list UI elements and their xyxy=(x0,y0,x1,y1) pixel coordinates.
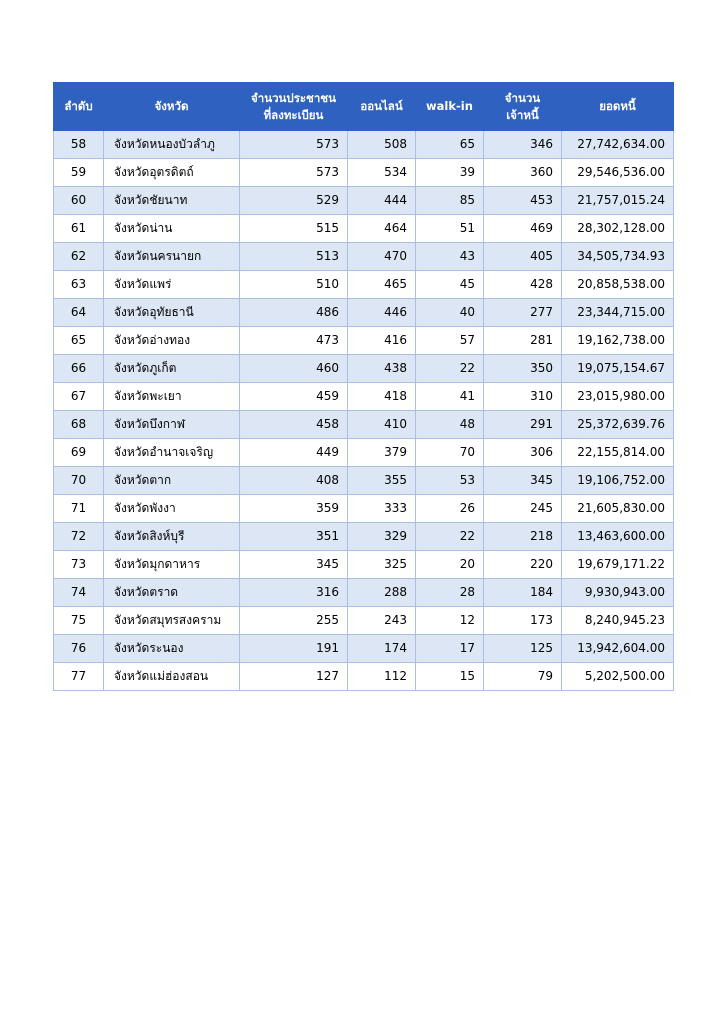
table-row xyxy=(54,383,674,411)
table-row xyxy=(54,299,674,327)
cell-walkin: 22 xyxy=(416,523,484,551)
cell-online: 112 xyxy=(348,663,416,691)
cell-walkin: 65 xyxy=(416,131,484,159)
cell-order: 73 xyxy=(54,551,104,579)
cell-creditors: 405 xyxy=(484,243,562,271)
cell-registered: 513 xyxy=(240,243,348,271)
cell-online: 416 xyxy=(348,327,416,355)
column-header-creditors-label: จำนวน xyxy=(504,91,541,105)
cell-debt: 5,202,500.00 xyxy=(562,663,674,691)
table-row xyxy=(54,271,674,299)
cell-province: จังหวัดสมุทรสงคราม xyxy=(104,607,240,635)
cell-walkin: 48 xyxy=(416,411,484,439)
column-header-province-label: จังหวัด xyxy=(154,99,189,114)
table-row xyxy=(54,495,674,523)
cell-province: จังหวัดอำนาจเจริญ xyxy=(104,439,240,467)
table-row xyxy=(54,467,674,495)
cell-order: 66 xyxy=(54,355,104,383)
cell-online: 534 xyxy=(348,159,416,187)
cell-debt: 22,155,814.00 xyxy=(562,439,674,467)
cell-debt: 21,605,830.00 xyxy=(562,495,674,523)
table-row xyxy=(54,635,674,663)
table-row xyxy=(54,131,674,159)
column-header-order xyxy=(54,83,104,131)
cell-debt: 19,075,154.67 xyxy=(562,355,674,383)
cell-order: 60 xyxy=(54,187,104,215)
cell-walkin: 17 xyxy=(416,635,484,663)
table-row xyxy=(54,159,674,187)
cell-online: 288 xyxy=(348,579,416,607)
cell-registered: 459 xyxy=(240,383,348,411)
cell-walkin: 39 xyxy=(416,159,484,187)
cell-registered: 573 xyxy=(240,131,348,159)
cell-order: 70 xyxy=(54,467,104,495)
cell-province: จังหวัดตราด xyxy=(104,579,240,607)
cell-registered: 573 xyxy=(240,159,348,187)
cell-creditors: 218 xyxy=(484,523,562,551)
cell-online: 418 xyxy=(348,383,416,411)
cell-order: 74 xyxy=(54,579,104,607)
cell-province: จังหวัดหนองบัวลำภู xyxy=(104,131,240,159)
table-row xyxy=(54,439,674,467)
cell-province: จังหวัดตาก xyxy=(104,467,240,495)
column-header-order-label: ลำดับ xyxy=(64,99,93,114)
cell-registered: 510 xyxy=(240,271,348,299)
cell-registered: 449 xyxy=(240,439,348,467)
cell-registered: 458 xyxy=(240,411,348,439)
cell-debt: 20,858,538.00 xyxy=(562,271,674,299)
cell-online: 325 xyxy=(348,551,416,579)
cell-order: 61 xyxy=(54,215,104,243)
cell-creditors: 291 xyxy=(484,411,562,439)
cell-creditors: 306 xyxy=(484,439,562,467)
cell-online: 508 xyxy=(348,131,416,159)
cell-province: จังหวัดพะเยา xyxy=(104,383,240,411)
table-row xyxy=(54,551,674,579)
cell-creditors: 350 xyxy=(484,355,562,383)
table-row xyxy=(54,187,674,215)
column-header-province xyxy=(104,83,240,131)
cell-walkin: 51 xyxy=(416,215,484,243)
cell-province: จังหวัดนครนายก xyxy=(104,243,240,271)
cell-online: 174 xyxy=(348,635,416,663)
cell-online: 410 xyxy=(348,411,416,439)
cell-debt: 8,240,945.23 xyxy=(562,607,674,635)
cell-creditors: 220 xyxy=(484,551,562,579)
cell-creditors: 346 xyxy=(484,131,562,159)
cell-debt: 23,344,715.00 xyxy=(562,299,674,327)
cell-online: 329 xyxy=(348,523,416,551)
cell-order: 77 xyxy=(54,663,104,691)
cell-creditors: 125 xyxy=(484,635,562,663)
cell-online: 438 xyxy=(348,355,416,383)
cell-debt: 9,930,943.00 xyxy=(562,579,674,607)
cell-walkin: 22 xyxy=(416,355,484,383)
cell-walkin: 15 xyxy=(416,663,484,691)
cell-debt: 34,505,734.93 xyxy=(562,243,674,271)
cell-walkin: 20 xyxy=(416,551,484,579)
cell-province: จังหวัดพังงา xyxy=(104,495,240,523)
cell-registered: 316 xyxy=(240,579,348,607)
cell-online: 470 xyxy=(348,243,416,271)
cell-debt: 21,757,015.24 xyxy=(562,187,674,215)
cell-registered: 191 xyxy=(240,635,348,663)
cell-online: 465 xyxy=(348,271,416,299)
cell-walkin: 53 xyxy=(416,467,484,495)
cell-province: จังหวัดระนอง xyxy=(104,635,240,663)
cell-order: 69 xyxy=(54,439,104,467)
cell-order: 75 xyxy=(54,607,104,635)
cell-province: จังหวัดอุตรดิตถ์ xyxy=(104,159,240,187)
cell-registered: 515 xyxy=(240,215,348,243)
cell-online: 243 xyxy=(348,607,416,635)
cell-debt: 25,372,639.76 xyxy=(562,411,674,439)
column-header-creditors-sublabel: เจ้าหนี้ xyxy=(506,107,539,122)
cell-registered: 255 xyxy=(240,607,348,635)
cell-order: 58 xyxy=(54,131,104,159)
cell-walkin: 28 xyxy=(416,579,484,607)
column-header-registered-label: จำนวนประชาชน xyxy=(251,91,336,105)
cell-registered: 460 xyxy=(240,355,348,383)
cell-debt: 19,106,752.00 xyxy=(562,467,674,495)
cell-walkin: 41 xyxy=(416,383,484,411)
cell-online: 333 xyxy=(348,495,416,523)
cell-province: จังหวัดแพร่ xyxy=(104,271,240,299)
cell-online: 464 xyxy=(348,215,416,243)
cell-province: จังหวัดชัยนาท xyxy=(104,187,240,215)
cell-order: 72 xyxy=(54,523,104,551)
cell-debt: 13,942,604.00 xyxy=(562,635,674,663)
cell-registered: 473 xyxy=(240,327,348,355)
cell-debt: 29,546,536.00 xyxy=(562,159,674,187)
province-debt-table-container xyxy=(53,82,673,691)
column-header-debt-label: ยอดหนี้ xyxy=(599,99,636,114)
cell-order: 65 xyxy=(54,327,104,355)
cell-debt: 13,463,600.00 xyxy=(562,523,674,551)
cell-province: จังหวัดภูเก็ต xyxy=(104,355,240,383)
table-header-row xyxy=(54,83,674,131)
cell-order: 76 xyxy=(54,635,104,663)
cell-online: 446 xyxy=(348,299,416,327)
cell-walkin: 57 xyxy=(416,327,484,355)
column-header-online-label: ออนไลน์ xyxy=(360,99,403,114)
cell-province: จังหวัดมุกดาหาร xyxy=(104,551,240,579)
cell-order: 63 xyxy=(54,271,104,299)
column-header-online xyxy=(348,83,416,131)
cell-debt: 19,679,171.22 xyxy=(562,551,674,579)
cell-province: จังหวัดอุทัยธานี xyxy=(104,299,240,327)
cell-walkin: 40 xyxy=(416,299,484,327)
cell-creditors: 453 xyxy=(484,187,562,215)
cell-creditors: 428 xyxy=(484,271,562,299)
cell-debt: 27,742,634.00 xyxy=(562,131,674,159)
cell-province: จังหวัดสิงห์บุรี xyxy=(104,523,240,551)
cell-walkin: 12 xyxy=(416,607,484,635)
cell-creditors: 184 xyxy=(484,579,562,607)
cell-order: 59 xyxy=(54,159,104,187)
cell-order: 62 xyxy=(54,243,104,271)
table-row xyxy=(54,411,674,439)
cell-creditors: 469 xyxy=(484,215,562,243)
cell-registered: 529 xyxy=(240,187,348,215)
table-row xyxy=(54,607,674,635)
table-row xyxy=(54,215,674,243)
cell-walkin: 45 xyxy=(416,271,484,299)
column-header-creditors xyxy=(484,83,562,131)
table-row xyxy=(54,327,674,355)
table-row xyxy=(54,355,674,383)
province-debt-table xyxy=(53,82,674,691)
table-row xyxy=(54,523,674,551)
cell-order: 64 xyxy=(54,299,104,327)
cell-registered: 359 xyxy=(240,495,348,523)
cell-creditors: 173 xyxy=(484,607,562,635)
cell-online: 379 xyxy=(348,439,416,467)
table-header xyxy=(54,83,674,131)
cell-province: จังหวัดอ่างทอง xyxy=(104,327,240,355)
column-header-walkin-label: walk-in xyxy=(426,99,473,114)
table-body xyxy=(54,131,674,691)
column-header-debt xyxy=(562,83,674,131)
table-row xyxy=(54,663,674,691)
cell-walkin: 70 xyxy=(416,439,484,467)
column-header-registered-sublabel: ที่ลงทะเบียน xyxy=(263,107,324,122)
cell-online: 444 xyxy=(348,187,416,215)
cell-registered: 486 xyxy=(240,299,348,327)
cell-order: 68 xyxy=(54,411,104,439)
column-header-registered xyxy=(240,83,348,131)
cell-creditors: 360 xyxy=(484,159,562,187)
table-row xyxy=(54,579,674,607)
cell-creditors: 345 xyxy=(484,467,562,495)
cell-online: 355 xyxy=(348,467,416,495)
cell-debt: 28,302,128.00 xyxy=(562,215,674,243)
cell-walkin: 85 xyxy=(416,187,484,215)
cell-creditors: 79 xyxy=(484,663,562,691)
cell-walkin: 26 xyxy=(416,495,484,523)
cell-province: จังหวัดน่าน xyxy=(104,215,240,243)
column-header-walkin xyxy=(416,83,484,131)
cell-order: 67 xyxy=(54,383,104,411)
table-row xyxy=(54,243,674,271)
cell-walkin: 43 xyxy=(416,243,484,271)
cell-registered: 127 xyxy=(240,663,348,691)
cell-province: จังหวัดบึงกาฬ xyxy=(104,411,240,439)
cell-province: จังหวัดแม่ฮ่องสอน xyxy=(104,663,240,691)
cell-debt: 19,162,738.00 xyxy=(562,327,674,355)
cell-registered: 345 xyxy=(240,551,348,579)
cell-creditors: 310 xyxy=(484,383,562,411)
cell-registered: 351 xyxy=(240,523,348,551)
cell-creditors: 281 xyxy=(484,327,562,355)
cell-debt: 23,015,980.00 xyxy=(562,383,674,411)
cell-creditors: 277 xyxy=(484,299,562,327)
cell-order: 71 xyxy=(54,495,104,523)
cell-registered: 408 xyxy=(240,467,348,495)
cell-creditors: 245 xyxy=(484,495,562,523)
